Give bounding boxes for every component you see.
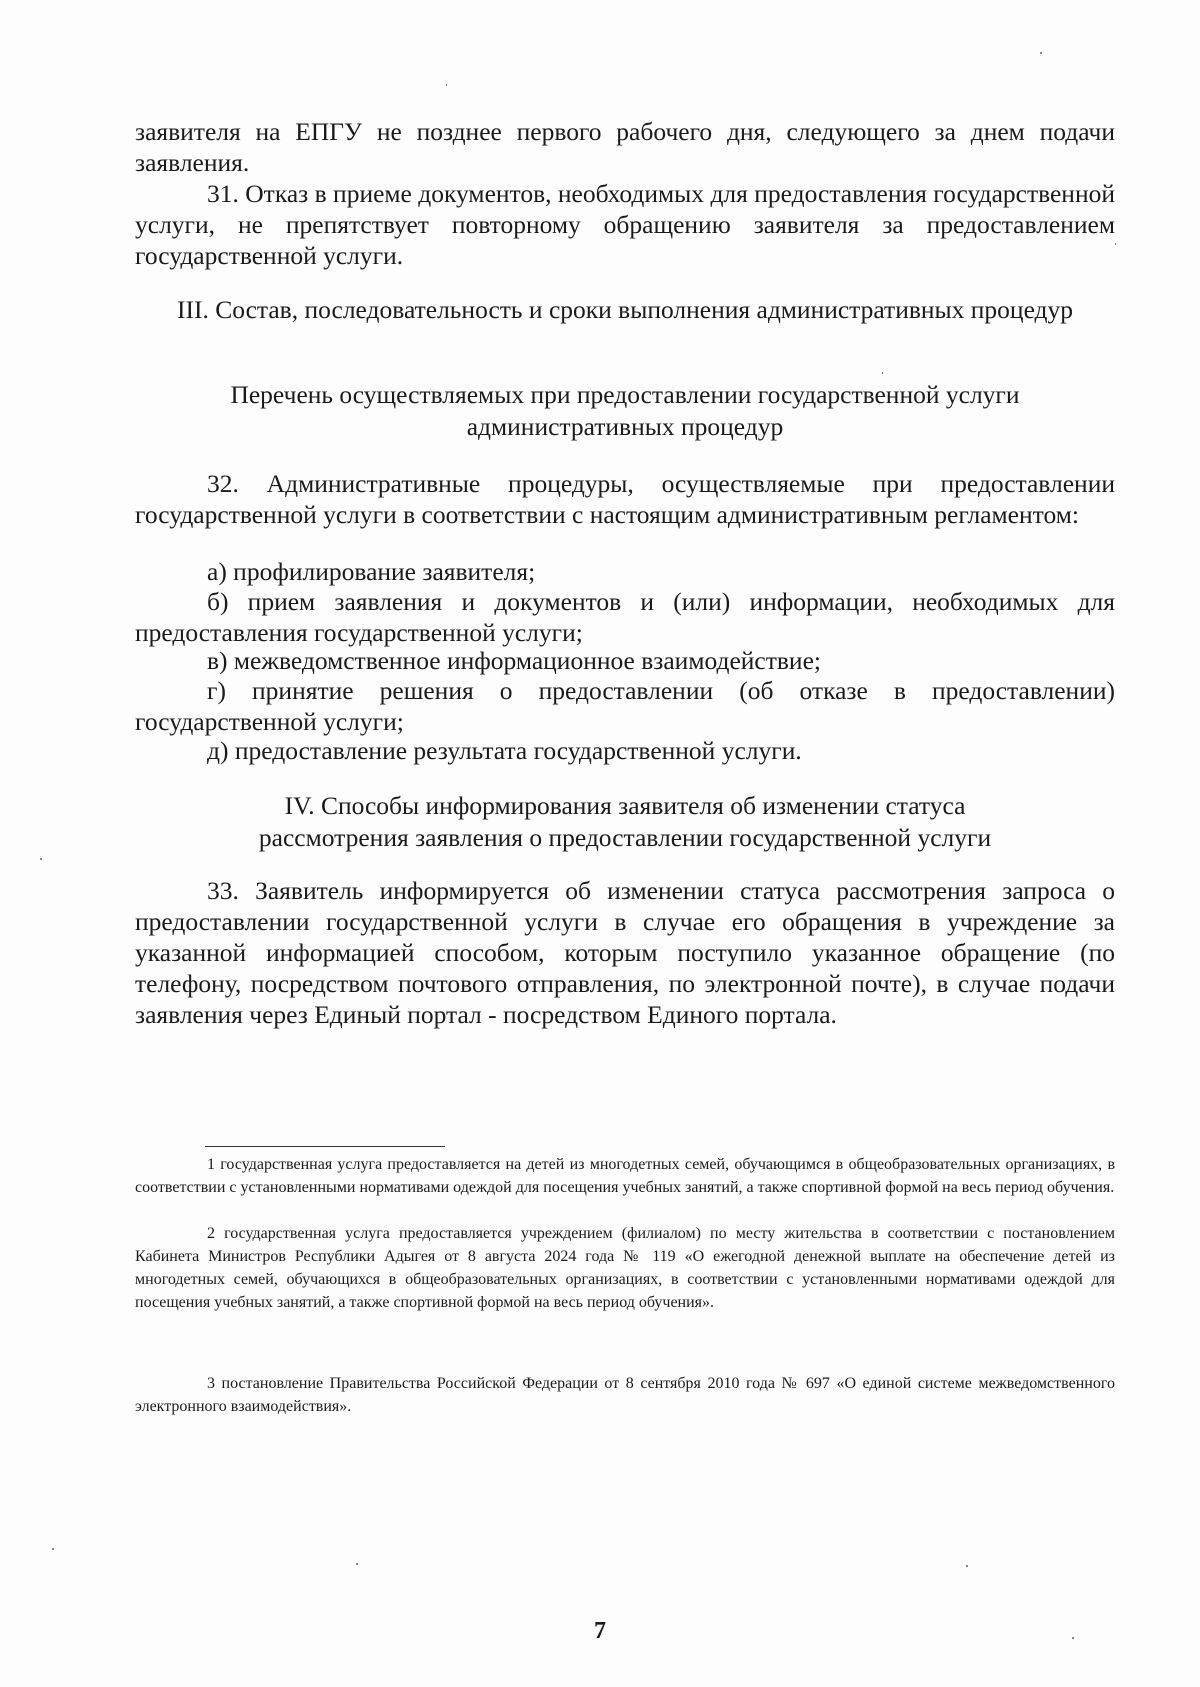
scan-speck (1072, 1637, 1074, 1639)
paragraph-31: 31. Отказ в приеме документов, необходимых для предоставления государственной услуги, не препятствует повторному обращению заявителя за предоставлением государственной услуги. (135, 179, 1115, 270)
scan-speck (1115, 243, 1116, 245)
scan-speck (882, 372, 883, 374)
continuation-paragraph: заявителя на ЕПГУ не позднее первого рабочего дня, следующего за днем подачи заявления. (135, 117, 1115, 177)
list-item: а) профилирование заявителя; (207, 557, 536, 586)
scan-speck (356, 1563, 358, 1565)
list-item: в) межведомственное информационное взаимодействие; (207, 646, 821, 675)
scan-speck (40, 858, 42, 860)
footnote-3: 3 постановление Правительства Российской Федерации от 8 сентября 2010 года № 697 «О единой системе межведомственного электронного взаимодействия». (135, 1375, 1115, 1415)
scan-speck (966, 1565, 968, 1567)
page-number: 7 (594, 1618, 606, 1644)
scan-speck (1040, 52, 1042, 54)
list-item: д) предоставление результата государственной услуги. (207, 736, 802, 765)
section-4-title: IV. Способы информирования заявителя об изменении статуса рассмотрения заявления о предоставлении государственной услуги (258, 791, 992, 852)
list-item: г) принятие решения о предоставлении (об отказе в предоставлении) государственной услуги; (135, 676, 1115, 736)
list-item: б) прием заявления и документов и (или) информации, необходимых для предоставления государственной услуги; (135, 587, 1115, 647)
section-3-subtitle: Перечень осуществляемых при предоставлении государственной услуги административных процедур (230, 380, 1020, 441)
footnote-2: 2 государственная услуга предоставляется учреждением (филиалом) по месту жительства в соответствии с постановлением Кабинета Министров Республики Адыгея от 8 августа 2024 года № 119 «О ежегодной денежной выплате на обеспечение детей из многодетных семей, обучающихся в общеобразовательных организациях, в соответствии с установленными нормативами одеждой для посещения учебных занятий, а также спортивной формой на весь период обучения». (135, 1225, 1115, 1311)
paragraph-32-intro: 32. Административные процедуры, осуществляемые при предоставлении государственной услуги в соответствии с настоящим административным регламентом: (135, 469, 1115, 529)
footnote-separator (205, 1146, 445, 1147)
scan-speck (446, 84, 447, 86)
scan-speck (52, 1548, 54, 1550)
section-3-title: III. Состав, последовательность и сроки выполнения административных процедур (176, 295, 1074, 324)
paragraph-33: 33. Заявитель информируется об изменении статуса рассмотрения запроса о предоставлении государственной услуги в случае его обращения в учреждение за указанной информацией способом, которым поступило указанное обращение (по телефону, посредством почтового отправления, по электронной почте), в случае подачи заявления через Единый портал - посредством Единого портала. (135, 876, 1115, 1029)
footnote-1: 1 государственная услуга предоставляется на детей из многодетных семей, обучающимся в общеобразовательных организациях, в соответствии с установленными нормативами одеждой для посещения учебных занятий, а также спортивной формой на весь период обучения. (135, 1156, 1115, 1196)
